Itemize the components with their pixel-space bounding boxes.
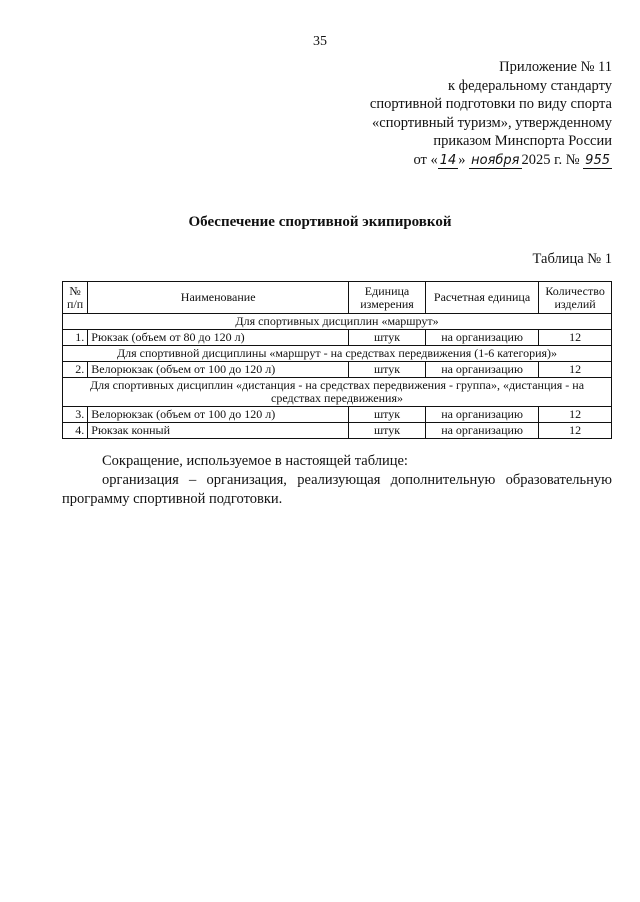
row-num: 1. [63, 330, 88, 346]
row-unit: штук [349, 423, 426, 439]
section-title: Для спортивных дисциплин «маршрут» [63, 314, 612, 330]
row-name: Рюкзак конный [88, 423, 349, 439]
section-row [63, 378, 612, 407]
abbreviation-note [62, 452, 612, 509]
table-header-row [63, 282, 612, 314]
table-row [63, 407, 612, 423]
page-number: 35 [313, 34, 327, 49]
order-prefix: от « [413, 151, 438, 168]
table-row [63, 423, 612, 439]
section-row [63, 346, 612, 362]
row-num: 3. [63, 407, 88, 423]
row-name: Велорюкзак (объем от 100 до 120 л) [88, 407, 349, 423]
appendix-line: спортивной подготовки по виду спорта [369, 96, 612, 112]
row-quantity: 12 [539, 330, 612, 346]
row-num: 2. [63, 362, 88, 378]
header-calc-unit: Расчетная единица [425, 282, 538, 314]
row-quantity: 12 [539, 423, 612, 439]
table-row [63, 330, 612, 346]
header-quantity: Количество изделий [539, 282, 612, 314]
table-number: Таблица № 1 [532, 251, 612, 267]
appendix-line: «спортивный туризм», утвержденному [372, 114, 612, 131]
row-unit: штук [349, 330, 426, 346]
appendix-line: к федеральному стандарту [448, 77, 612, 94]
appendix-line: приказом Минспорта России [433, 133, 612, 149]
section-title: Для спортивной дисциплины «маршрут - на средствах передвижения (1-6 категория)» [63, 346, 612, 362]
order-month: ноября [471, 152, 520, 168]
document-title: Обеспечение спортивной экипировкой [188, 214, 452, 230]
header-unit: Единица измерения [349, 282, 426, 314]
note-intro: Сокращение, используемое в настоящей таблице: [102, 453, 408, 469]
order-line [312, 151, 612, 170]
note-definition: организация – организация, реализующая дополнительную образовательную программу спортивной подготовки. [62, 472, 612, 507]
table-row [63, 362, 612, 378]
row-quantity: 12 [539, 407, 612, 423]
section-title: Для спортивных дисциплин «дистанция - на средствах передвижения - группа», «дистанция - на средствах передвижения» [63, 378, 612, 407]
equipment-table [62, 281, 612, 439]
order-year: 2025 г. № [521, 151, 580, 168]
row-unit: штук [349, 407, 426, 423]
row-calc-unit: на организацию [425, 407, 538, 423]
header-num: № п/п [63, 282, 88, 314]
row-calc-unit: на организацию [425, 362, 538, 378]
row-unit: штук [349, 362, 426, 378]
row-name: Рюкзак (объем от 80 до 120 л) [88, 330, 349, 346]
order-number: 955 [585, 152, 610, 168]
row-num: 4. [63, 423, 88, 439]
order-mid: » [458, 151, 466, 168]
row-calc-unit: на организацию [425, 330, 538, 346]
row-quantity: 12 [539, 362, 612, 378]
appendix-header [312, 58, 612, 169]
appendix-title: Приложение № 11 [499, 59, 612, 75]
row-name: Велорюкзак (объем от 100 до 120 л) [88, 362, 349, 378]
section-row [63, 314, 612, 330]
row-calc-unit: на организацию [425, 423, 538, 439]
header-name: Наименование [88, 282, 349, 314]
order-day: 14 [439, 152, 457, 168]
